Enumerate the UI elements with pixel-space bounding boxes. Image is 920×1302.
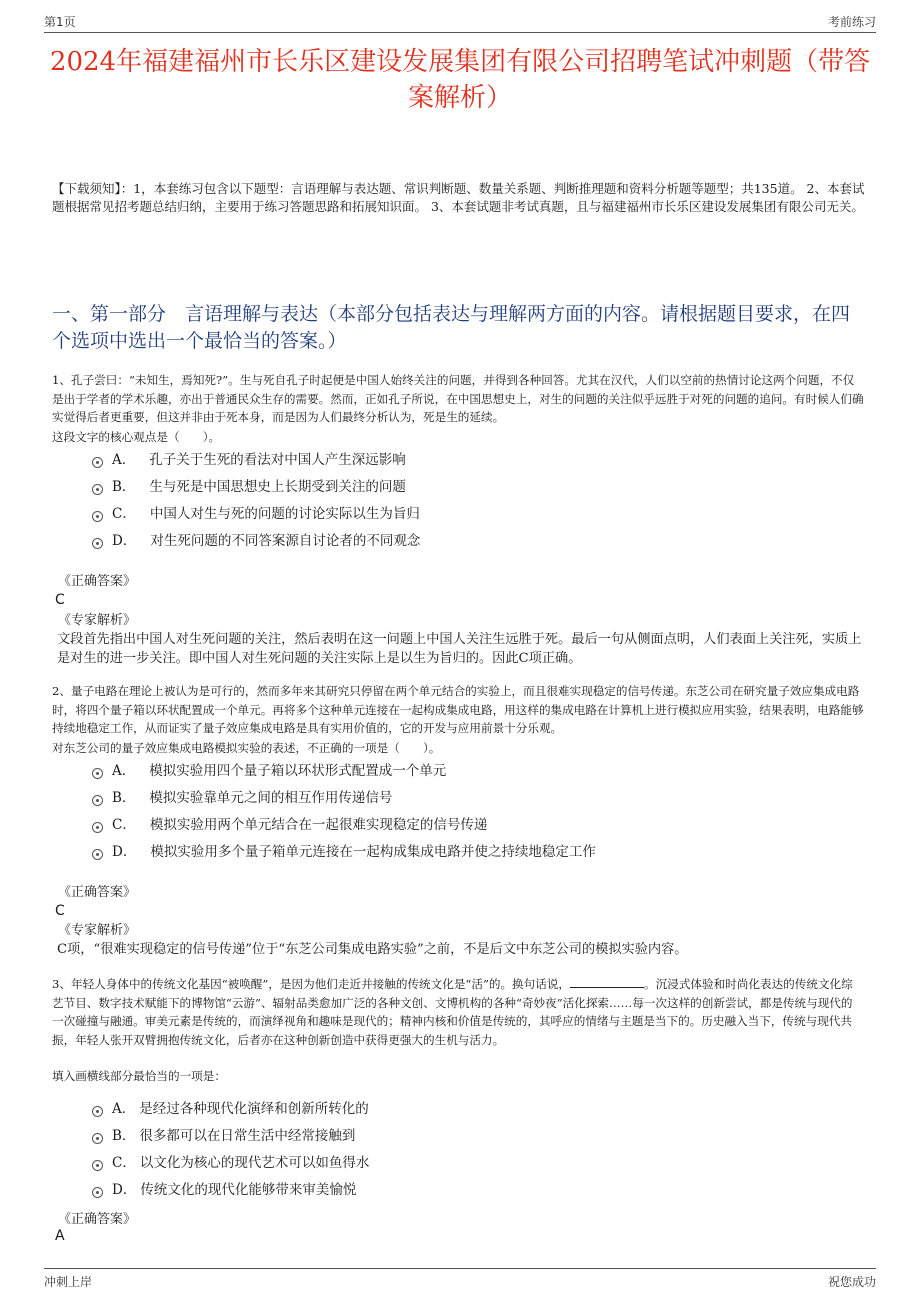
radio-icon[interactable] bbox=[92, 822, 103, 833]
question-1-stem: 1、孔子尝曰：“未知生，焉知死?”。生与死自孔子时起便是中国人始终关注的问题，并得到各种回答。尤其在汉代，人们以空前的热情讨论这两个问题，不仅是出于学者的学术乐趣，亦出于普通民众生存的需要。然而，正如孔子所说，在中国思想史上，对生的问题的关注似乎远胜于对死的问题的追问。有时候人们确实觉得后者更重要，但这并非由于死本身，而是因为人们最终分析认为，死是生的延续。 bbox=[52, 373, 864, 424]
question-3-answer: A bbox=[55, 1228, 65, 1244]
question-2-prompt: 对东芝公司的量子效应集成电路模拟实验的表述，不正确的一项是（ ）。 bbox=[52, 741, 441, 755]
section-title: 一、第一部分 言语理解与表达（本部分包括表达与理解两方面的内容。请根据题目要求，在四个选项中选出一个最恰当的答案。） bbox=[52, 303, 851, 352]
radio-icon[interactable] bbox=[92, 1160, 103, 1171]
question-1-analysis: 文段首先指出中国人对生死问题的关注，然后表明在这一问题上中国人关注生远胜于死。最后一句从侧面点明，人们表面上关注死，实质上是对生的进一步关注。即中国人对生死问题的关注实际上是以生为旨归的。因此C项正确。 bbox=[57, 632, 862, 666]
radio-icon[interactable] bbox=[92, 484, 103, 495]
header-divider bbox=[44, 32, 876, 33]
question-3-stem: 3、年轻人身体中的传统文化基因“被唤醒”，是因为他们走近并接触的传统文化是“活”的。换句话说， 。沉浸式体验和时尚化表达的传统文化综艺节目、数字技术赋能下的博物馆“云游”、辐射品类愈加广泛的各种文创、文博机构的各种“奇妙夜”活化探索……每一次这样的创新尝试，都是传统与现代的一次碰撞与融通。审美元素是传统的，而演绎视角和趣味是现代的；精神内核和价值是传统的，其呼应的情绪与主题是当下的。历史融入当下，传统与现代共振，年轻人张开双臂拥抱传统文化，后者亦在这种创新创造中获得更强大的生机与活力。 bbox=[52, 977, 853, 1047]
question-3-prompt: 填入画横线部分最恰当的一项是： bbox=[52, 1069, 226, 1083]
radio-icon[interactable] bbox=[92, 511, 103, 522]
page-number: 第1页 bbox=[44, 15, 76, 29]
question-2-option-c[interactable]: C． 模拟实验用两个单元结合在一起很难实现稳定的信号传递 bbox=[92, 816, 487, 834]
download-notice: 【下载须知】：1，本套练习包含以下题型：言语理解与表达题、常识判断题、数量关系题、判断推理题和资料分析题等题型；共135道。 2、本套试题根据常见招考题总结归纳，主要用于练习答题思路和拓展知识面。 3、本套试题非考试真题，且与福建福州市长乐区建设发展集团有限公司无关。 bbox=[52, 181, 865, 214]
header-tag: 考前练习 bbox=[827, 15, 876, 29]
footer-slogan: 冲刺上岸 bbox=[44, 1275, 93, 1289]
radio-icon[interactable] bbox=[92, 1106, 103, 1117]
question-2-analysis: C项，“很难实现稳定的信号传递”位于“东芝公司集成电路实验”之前，不是后文中东芝公司的模拟实验内容。 bbox=[57, 942, 688, 957]
footer-wish: 祝您成功 bbox=[827, 1275, 876, 1289]
question-3-option-a[interactable]: A． 是经过各种现代化演绎和创新所转化的 bbox=[92, 1100, 369, 1118]
question-2-option-d[interactable]: D． 模拟实验用多个量子箱单元连接在一起构成集成电路并使之持续地稳定工作 bbox=[92, 843, 596, 861]
radio-icon[interactable] bbox=[92, 457, 103, 468]
question-3-option-b[interactable]: B． 很多都可以在日常生活中经常接触到 bbox=[92, 1127, 355, 1145]
question-1-option-a[interactable]: A． 孔子关于生死的看法对中国人产生深远影响 bbox=[92, 451, 406, 469]
question-1-option-b[interactable]: B． 生与死是中国思想史上长期受到关注的问题 bbox=[92, 478, 406, 496]
analysis-label: 《专家解析》 bbox=[58, 923, 137, 938]
question-3-option-c[interactable]: C． 以文化为核心的现代艺术可以如鱼得水 bbox=[92, 1154, 369, 1172]
answer-label: 《正确答案》 bbox=[58, 574, 137, 589]
answer-label: 《正确答案》 bbox=[58, 885, 137, 900]
radio-icon[interactable] bbox=[92, 849, 103, 860]
question-1-option-d[interactable]: D． 对生死问题的不同答案源自讨论者的不同观念 bbox=[92, 532, 420, 550]
radio-icon[interactable] bbox=[92, 538, 103, 549]
question-2-option-a[interactable]: A． 模拟实验用四个量子箱以环状形式配置成一个单元 bbox=[92, 762, 446, 780]
question-1-prompt: 这段文字的核心观点是（ ）。 bbox=[52, 430, 221, 444]
document-title: 2024年福建福州市长乐区建设发展集团有限公司招聘笔试冲刺题（带答案解析） bbox=[49, 47, 871, 113]
question-2-answer: C bbox=[55, 903, 65, 919]
radio-icon[interactable] bbox=[92, 1133, 103, 1144]
radio-icon[interactable] bbox=[92, 768, 103, 779]
question-2-option-b[interactable]: B． 模拟实验靠单元之间的相互作用传递信号 bbox=[92, 789, 392, 807]
question-3-option-d[interactable]: D． 传统文化的现代化能够带来审美愉悦 bbox=[92, 1181, 356, 1199]
answer-label: 《正确答案》 bbox=[58, 1212, 137, 1227]
question-2-stem: 2、量子电路在理论上被认为是可行的，然而多年来其研究只停留在两个单元结合的实验上，而且很难实现稳定的信号传递。东芝公司在研究量子效应集成电路时，将四个量子箱以环状配置成一个单元。再将多个这种单元连接在一起构成集成电路，用这样的集成电路在计算机上进行模拟应用实验，结果表明，电路能够持续地稳定工作，从而证实了量子效应集成电路是具有实用价值的，它的开发与应用前景十分乐观。 bbox=[52, 684, 864, 735]
radio-icon[interactable] bbox=[92, 795, 103, 806]
analysis-label: 《专家解析》 bbox=[58, 613, 137, 628]
question-1-option-c[interactable]: C． 中国人对生与死的问题的讨论实际以生为旨归 bbox=[92, 505, 420, 523]
radio-icon[interactable] bbox=[92, 1187, 103, 1198]
question-1-answer: C bbox=[55, 592, 65, 608]
footer-divider bbox=[44, 1268, 876, 1269]
fill-blank bbox=[570, 975, 644, 988]
